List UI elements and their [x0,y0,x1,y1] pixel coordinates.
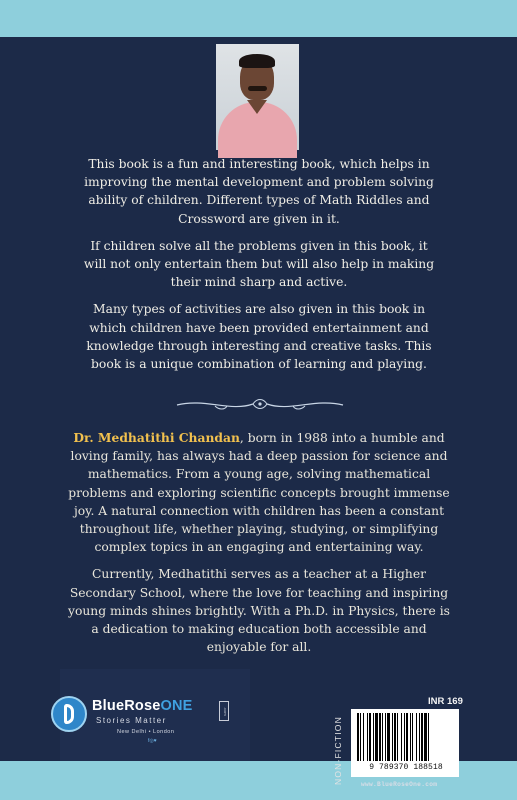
bio-paragraph-2: Currently, Medhatithi serves as a teacher at a Higher Secondary School, where the love for teaching and inspiring young minds shines brightly. With a Ph.D. in Physics, there is a dedication to making education both accessible and enjoyable for all. [68,567,450,655]
back-cover [0,37,517,788]
author-name: Dr. Medhatithi Chandan [73,430,240,445]
description-paragraph-3: Many types of activities are also given in this book in which children have been provided entertainment and knowledge through interesting and creative tasks. This book is a unique combination of learning and playing. [86,302,432,372]
genre-label: NON-FICTION [333,716,343,786]
decorative-divider-icon [175,396,345,414]
publisher-name: BlueRoseONE [92,698,193,714]
isbn-number: 9 789370 188518 [369,763,443,772]
publisher-tagline: Stories Matter [96,716,167,725]
publisher-logo-icon [51,696,87,732]
description-paragraph-1: This book is a fun and interesting book, which helps in improving the mental development and problem solving ability of children. Different types of Math Riddles and Crossword are given in it. [84,157,434,226]
author-photo [216,44,299,150]
barcode-bars-icon [357,713,453,761]
bio-paragraph-1 [67,429,451,556]
publisher-website: www.BlueRoseOne.com [361,781,438,788]
social-icons: f◎♥ [148,738,157,744]
price-label: INR 169 [428,696,463,707]
author-bio [67,429,451,665]
description-paragraph-2: If children solve all the problems given in this book, it will not only entertain them but will also help in making their mind sharp and active. [83,238,435,290]
publisher-cities: New Delhi • London [117,729,175,735]
book-description [78,155,440,382]
barcode [351,709,459,777]
bio-paragraph-1-text: , born in 1988 into a humble and loving family, has always had a deep passion for science and mathematics. From a young age, solving mathematical problems and exploring scientific concepts brought immense joy. A natural connection with children has been a constant throughout life, whether playing, studying, or simplifying complex topics in an engaging and entertaining way. [68,431,450,555]
publisher-domain-badge: .com [219,701,229,721]
